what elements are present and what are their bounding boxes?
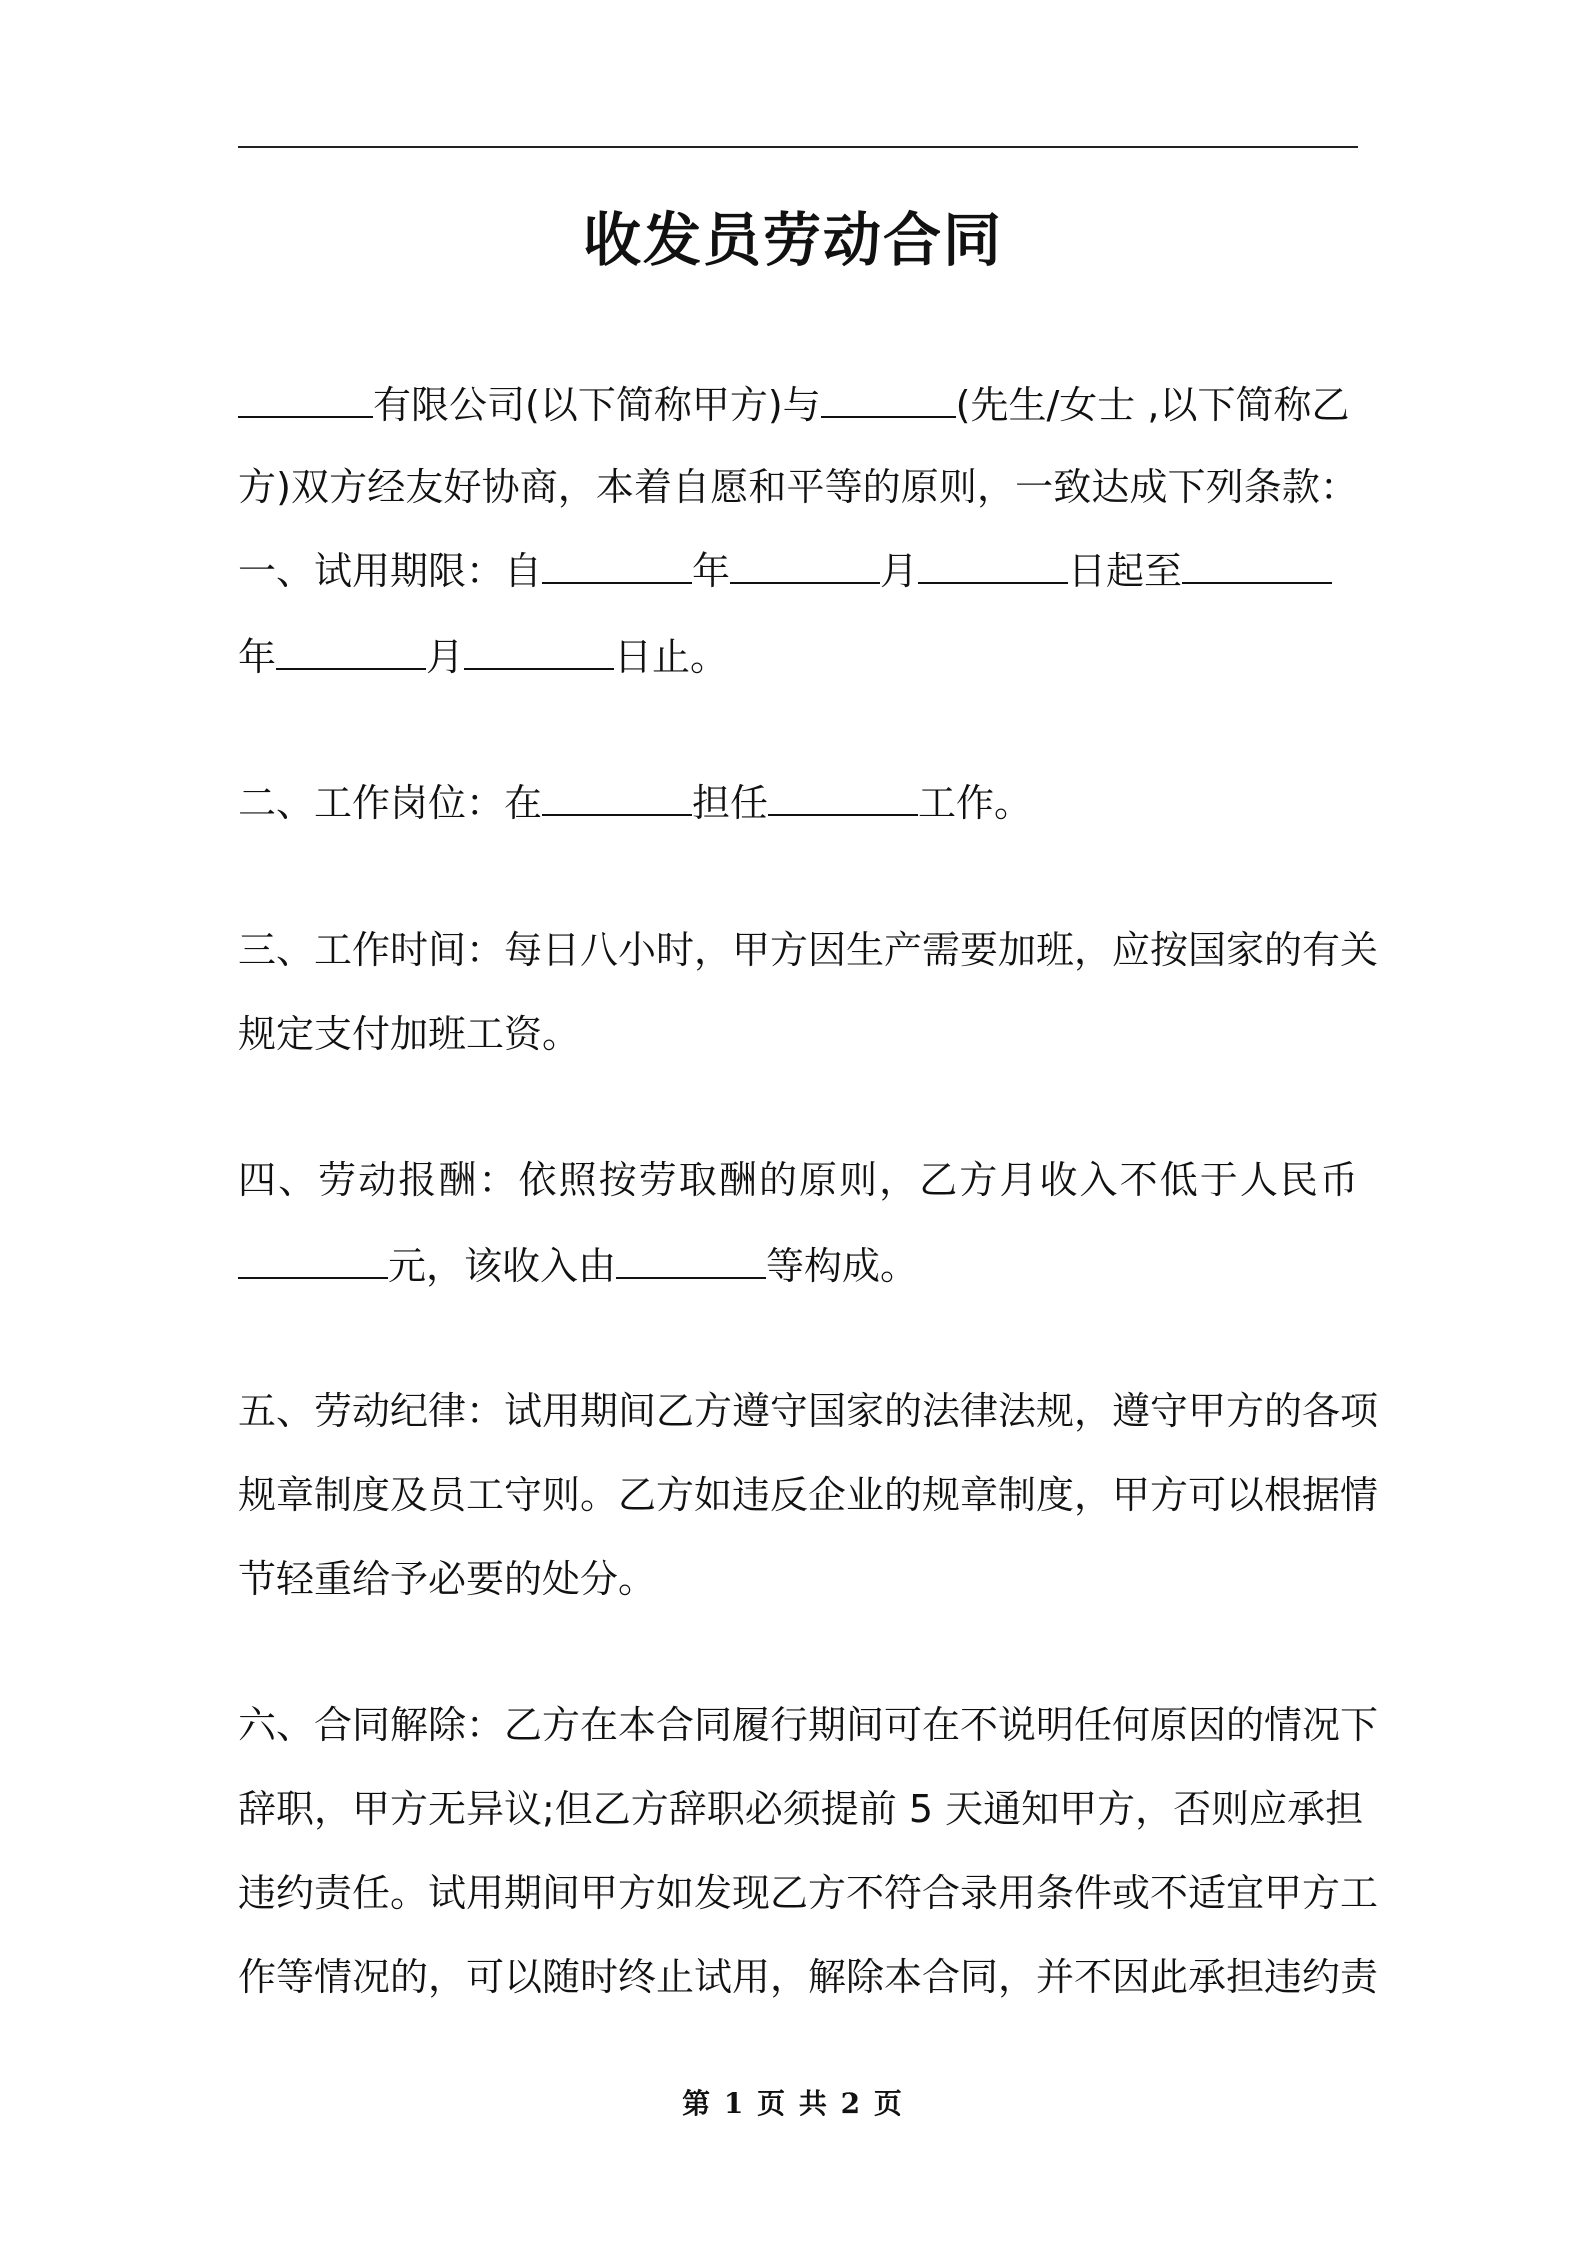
clause-text: 工作。 bbox=[918, 781, 1033, 825]
page-number-footer: 第 1 页 共 2 页 bbox=[682, 2087, 904, 2120]
clause-text: 月 bbox=[426, 635, 465, 679]
blank-field[interactable] bbox=[238, 1245, 388, 1279]
blank-field[interactable] bbox=[730, 550, 880, 584]
clause-text: 年 bbox=[238, 635, 277, 679]
clause-6-line-2: 辞职，甲方无异议;但乙方辞职必须提前 5 天通知甲方，否则应承担 bbox=[238, 1787, 1364, 1831]
clause-5-line-2: 规章制度及员工守则。乙方如违反企业的规章制度，甲方可以根据情 bbox=[238, 1473, 1379, 1517]
clause-text: 二、工作岗位：在 bbox=[238, 781, 543, 825]
intro-line-2: 方)双方经友好协商，本着自愿和平等的原则，一致达成下列条款： bbox=[238, 465, 1358, 509]
intro-line-1 bbox=[238, 375, 1358, 435]
clause-3-line-2: 规定支付加班工资。 bbox=[238, 1012, 581, 1056]
header-rule bbox=[238, 146, 1358, 148]
clause-4-line-1: 四、劳动报酬：依照按劳取酬的原则，乙方月收入不低于人民币 bbox=[238, 1158, 1358, 1202]
clause-text: 月 bbox=[880, 549, 919, 593]
clause-text: 等构成。 bbox=[766, 1244, 919, 1288]
clause-text: 一、试用期限：自 bbox=[238, 549, 543, 593]
blank-field[interactable] bbox=[542, 782, 692, 816]
clause-text: 担任 bbox=[692, 781, 769, 825]
blank-field[interactable] bbox=[918, 550, 1068, 584]
clause-6-line-1: 六、合同解除：乙方在本合同履行期间可在不说明任何原因的情况下 bbox=[238, 1703, 1379, 1747]
clause-5-line-3: 节轻重给予必要的处分。 bbox=[238, 1557, 657, 1601]
intro-text: 有限公司(以下简称甲方)与 bbox=[373, 383, 821, 427]
clause-text: 年 bbox=[692, 549, 731, 593]
clause-6-line-4: 作等情况的，可以随时终止试用，解除本合同，并不因此承担违约责 bbox=[238, 1955, 1379, 1999]
clause-3-line-1: 三、工作时间：每日八小时，甲方因生产需要加班，应按国家的有关 bbox=[238, 928, 1379, 972]
blank-field[interactable] bbox=[616, 1245, 766, 1279]
clause-text: 元，该收入由 bbox=[388, 1244, 617, 1288]
clause-text: 日止。 bbox=[614, 635, 729, 679]
clause-6-line-3: 违约责任。试用期间甲方如发现乙方不符合录用条件或不适宜甲方工 bbox=[238, 1871, 1379, 1915]
document-title: 收发员劳动合同 bbox=[582, 206, 1003, 274]
clause-1-line-2 bbox=[238, 627, 1358, 687]
clause-1-line-1 bbox=[238, 541, 1358, 601]
blank-field[interactable] bbox=[768, 782, 918, 816]
blank-field[interactable] bbox=[238, 384, 373, 418]
blank-field[interactable] bbox=[464, 636, 614, 670]
clause-text: 日起至 bbox=[1068, 549, 1183, 593]
clause-4-line-2 bbox=[238, 1236, 1358, 1296]
intro-text: (先生/女士 ,以下简称乙 bbox=[955, 383, 1350, 427]
blank-field[interactable] bbox=[542, 550, 692, 584]
clause-2-line-1 bbox=[238, 773, 1358, 833]
blank-field[interactable] bbox=[276, 636, 426, 670]
blank-field[interactable] bbox=[821, 384, 956, 418]
blank-field[interactable] bbox=[1182, 550, 1332, 584]
clause-5-line-1: 五、劳动纪律：试用期间乙方遵守国家的法律法规，遵守甲方的各项 bbox=[238, 1389, 1379, 1433]
